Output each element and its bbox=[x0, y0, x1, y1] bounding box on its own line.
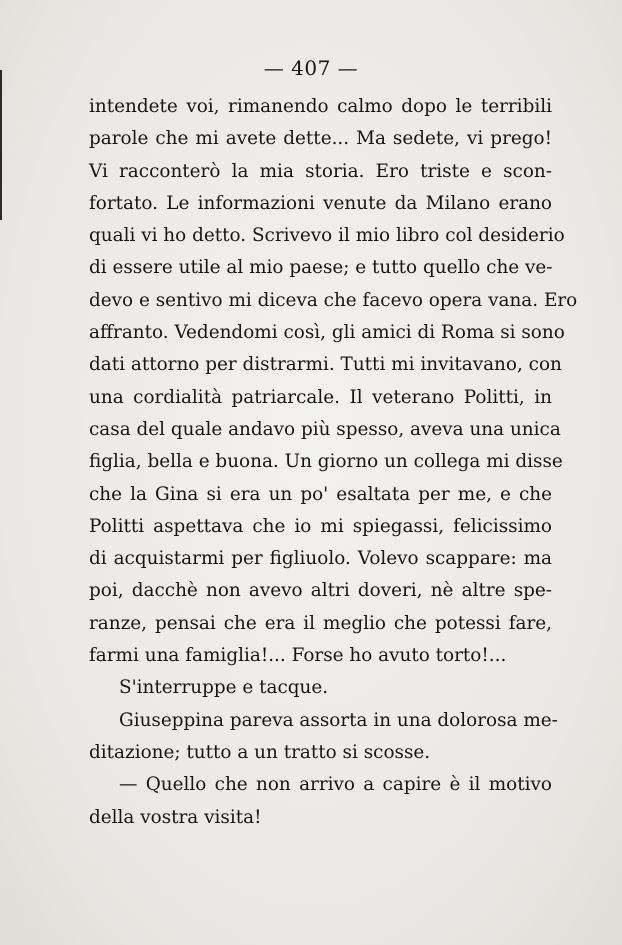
text-line: di acquistarmi per figliuolo. Volevo scappare: ma bbox=[89, 548, 552, 570]
text-line: parole che mi avete dette... Ma sedete, vi prego! bbox=[89, 128, 552, 150]
text-line: ditazione; tutto a un tratto si scosse. bbox=[89, 741, 431, 763]
text-line: Politti aspettava che io mi spiegassi, felicissimo bbox=[89, 515, 552, 537]
text-line: di essere utile al mio paese; e tutto quello che ve- bbox=[89, 257, 553, 279]
page-edge-shadow bbox=[0, 70, 2, 220]
text-line: ranze, pensai che era il meglio che potessi fare, bbox=[89, 612, 552, 634]
text-line: una cordialità patriarcale. Il veterano Politti, in bbox=[89, 386, 552, 408]
text-line: devo e sentivo mi diceva che facevo opera vana. Ero bbox=[89, 289, 578, 311]
body-text bbox=[89, 91, 578, 834]
text-line: casa del quale andavo più spesso, aveva una unica bbox=[89, 418, 561, 440]
text-line: figlia, bella e buona. Un giorno un collega mi disse bbox=[89, 451, 563, 473]
text-line: che la Gina si era un po' esaltata per me, e che bbox=[89, 483, 552, 505]
page-number: — 407 — bbox=[263, 56, 359, 80]
text-line: intendete voi, rimanendo calmo dopo le terribili bbox=[89, 96, 552, 117]
text-line: poi, dacchè non avevo altri doveri, nè altre spe- bbox=[89, 580, 552, 602]
text-line: Giuseppina pareva assorta in una dolorosa me- bbox=[119, 709, 558, 731]
text-line: S'interruppe e tacque. bbox=[119, 677, 329, 699]
text-line: quali vi ho detto. Scrivevo il mio libro col desiderio bbox=[89, 225, 565, 247]
text-line: Vi racconterò la mia storia. Ero triste e scon- bbox=[89, 160, 552, 182]
text-line: farmi una famiglia!... Forse ho avuto torto!... bbox=[89, 645, 507, 667]
text-line: della vostra visita! bbox=[89, 806, 262, 828]
text-line: — Quello che non arrivo a capire è il motivo bbox=[119, 774, 552, 796]
text-line: dati attorno per distrarmi. Tutti mi invitavano, con bbox=[89, 354, 562, 376]
text-line: fortato. Le informazioni venute da Milano erano bbox=[89, 192, 552, 214]
text-line: affranto. Vedendomi così, gli amici di Roma si sono bbox=[89, 322, 565, 344]
